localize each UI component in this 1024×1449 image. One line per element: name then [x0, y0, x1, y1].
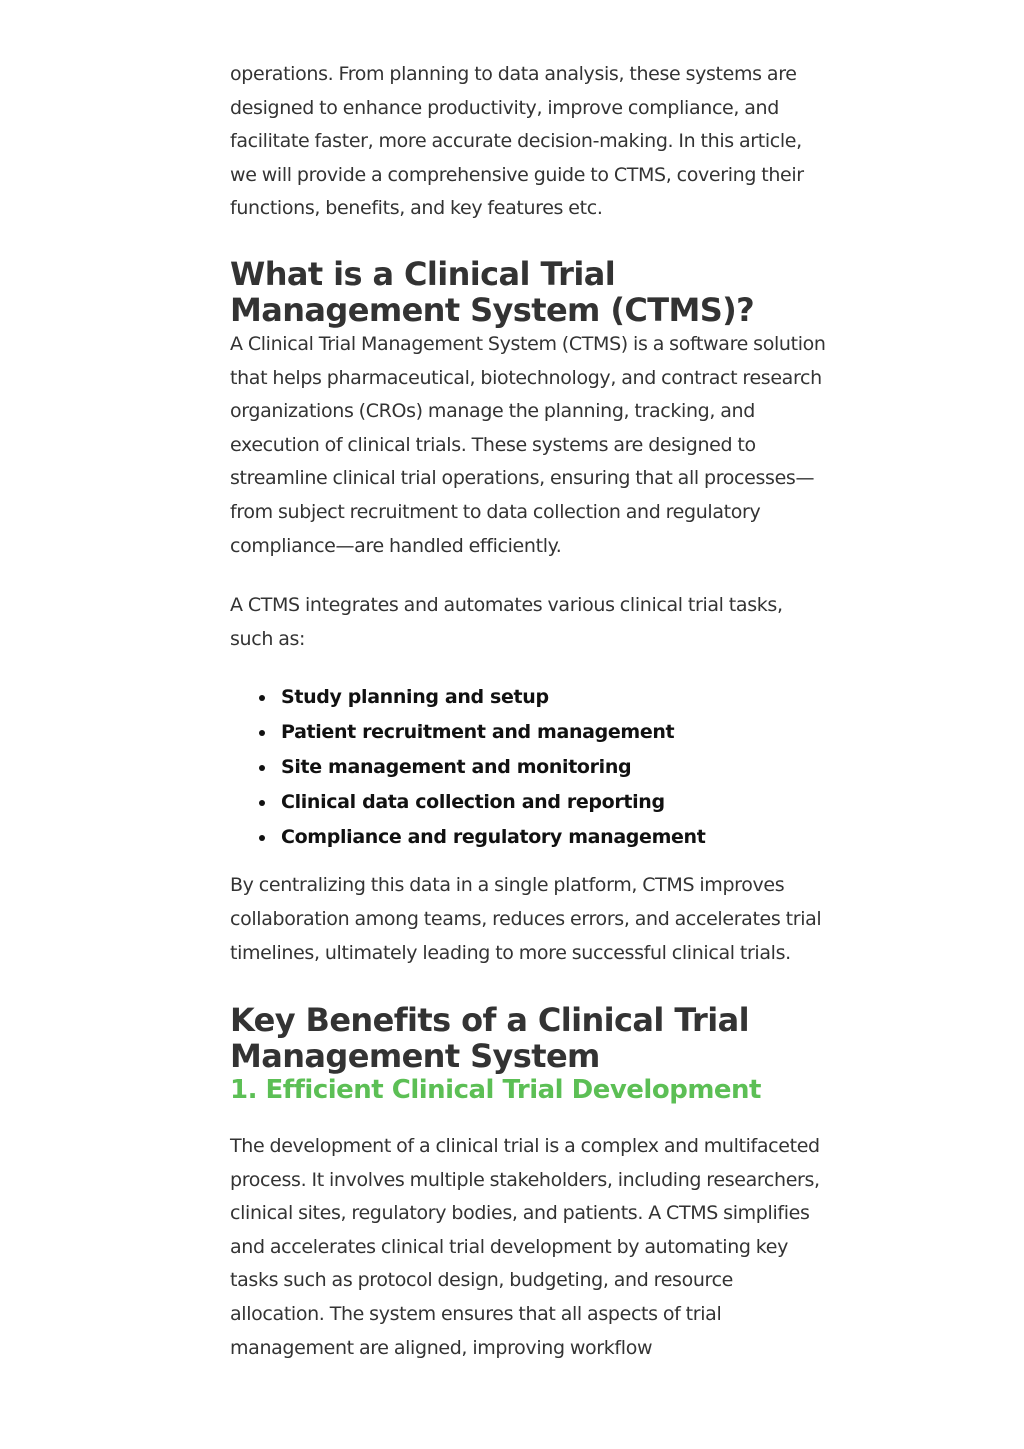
- intro-paragraph: operations. From planning to data analysis, these systems are designed to enhance productivity, improve compliance, and facilitate faster, more accurate decision-making. In this article, we will provide a comprehensive guide to CTMS, covering their functions, benefits, and key features etc.: [230, 63, 804, 220]
- list-item: Patient recruitment and management: [230, 715, 830, 750]
- spacer: [230, 970, 830, 1002]
- spacer: [230, 855, 830, 869]
- spacer: [230, 226, 830, 256]
- list-item: Compliance and regulatory management: [230, 820, 830, 855]
- spacer: [230, 656, 830, 680]
- list-item: Study planning and setup: [230, 680, 830, 715]
- efficient-development-subheading: 1. Efficient Clinical Trial Development: [230, 1075, 761, 1106]
- what-is-ctms-heading: What is a Clinical Trial Management System (CTMS)?: [230, 254, 755, 329]
- ctms-tasks-intro-paragraph: A CTMS integrates and automates various clinical trial tasks, such as:: [230, 594, 783, 650]
- ctms-task-list: [230, 680, 830, 855]
- list-item: Site management and monitoring: [230, 750, 830, 785]
- list-item: Clinical data collection and reporting: [230, 785, 830, 820]
- article-body: [230, 58, 830, 1365]
- key-benefits-heading: Key Benefits of a Clinical Trial Management System: [230, 1001, 749, 1076]
- spacer: [230, 1106, 830, 1130]
- ctms-definition-paragraph: A Clinical Trial Management System (CTMS) is a software solution that helps pharmaceutical, biotechnology, and contract research organizations (CROs) manage the planning, tracking, and execution of clinical trials. These systems are designed to streamline clinical trial operations, ensuring that all processes—from subject recruitment to data collection and regulatory compliance—are handled efficiently.: [230, 332, 826, 557]
- centralizing-paragraph: By centralizing this data in a single platform, CTMS improves collaboration among teams, reduces errors, and accelerates trial timelines, ultimately leading to more successful clinical trials.: [230, 874, 822, 964]
- spacer: [230, 563, 830, 589]
- development-paragraph: The development of a clinical trial is a complex and multifaceted process. It involves multiple stakeholders, including researchers, clinical sites, regulatory bodies, and patients. A CTMS simplifies and accelerates clinical trial development by automating key tasks such as protocol design, budgeting, and resource allocation. The system ensures that all aspects of trial management are aligned, improving workflow: [230, 1135, 820, 1359]
